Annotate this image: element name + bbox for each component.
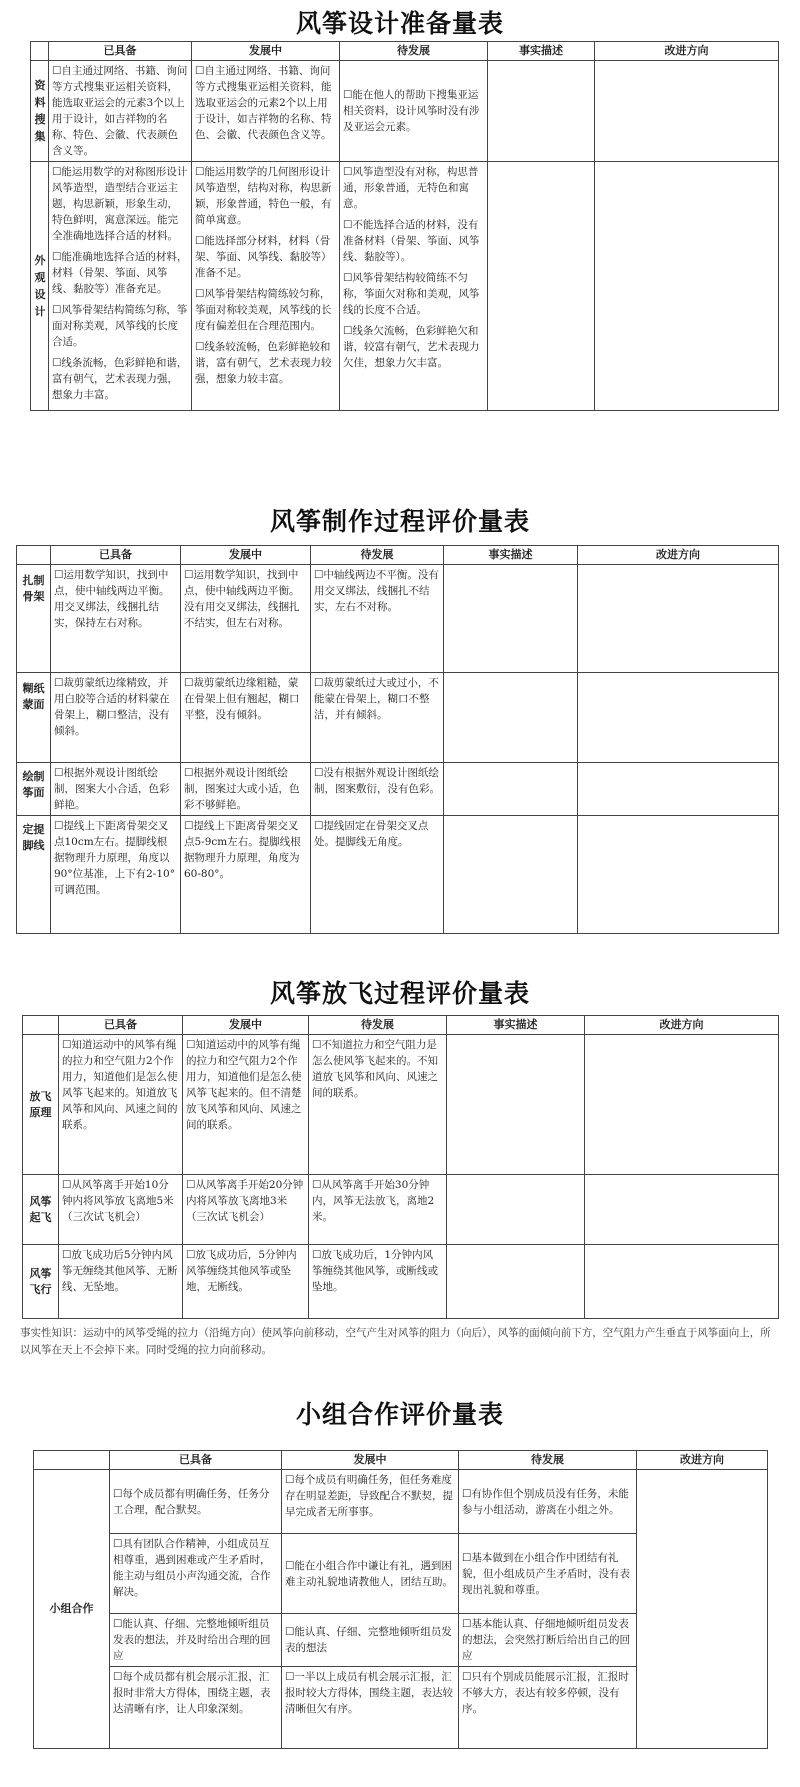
table-header-row	[31, 42, 779, 61]
row-label: 定提脚线	[17, 816, 51, 934]
cell-developing: ☐自主通过网络、书籍、询问等方式搜集亚运相关资料，能选取亚运会的元素2个以上用于设计，如吉祥物的名称、特色、会徽、代表颜色含义等。	[192, 61, 340, 162]
cell-fact[interactable]	[447, 1035, 585, 1175]
kite-flying-eval-table	[22, 1015, 779, 1319]
header-developing: 发展中	[282, 1451, 459, 1470]
header-improve: 改进方向	[585, 1016, 779, 1035]
cell-developing: ☐能在小组合作中谦让有礼，遇到困难主动礼貌地请教他人，团结互助。	[282, 1534, 459, 1614]
row-label: 资料搜集	[34, 79, 46, 143]
cell-improve[interactable]	[578, 673, 779, 763]
cell-developing: ☐能认真、仔细、完整地倾听组员发表的想法	[282, 1614, 459, 1667]
cell-improve[interactable]	[585, 1175, 779, 1245]
table3-title: 风筝放飞过程评价量表	[269, 979, 530, 1008]
table2-section	[16, 545, 779, 934]
table4-title: 小组合作评价量表	[295, 1400, 504, 1429]
criterion: ☐能运用数学的几何图形设计风筝造型，结构对称，构思新颖，形象普通，特色一般，有简单寓意。	[195, 166, 332, 226]
header-developing: 发展中	[181, 546, 311, 565]
criterion: ☐风筝造型没有对称，构思普通，形象普通，无特色和寓意。	[343, 166, 479, 210]
cell-developing	[192, 162, 340, 411]
criterion: ☐能选择部分材料，材料（骨架、筝面、风筝线、黏胶等）准备不足。	[195, 235, 332, 279]
cell-ready: ☐自主通过网络、书籍、询问等方式搜集亚运相关资料，能选取亚运会的元素3个以上用于设计，如吉祥物的名称、特色、会徽、代表颜色含义等。	[49, 61, 192, 162]
row-label: 糊纸蒙面	[17, 673, 51, 763]
row-label: 风筝起飞	[23, 1175, 59, 1245]
header-fact: 事实描述	[444, 546, 578, 565]
cell-ready	[49, 162, 192, 411]
table1-title: 风筝设计准备量表	[295, 9, 504, 38]
cell-developing: ☐提线上下距离骨架交叉点5-9cm左右。提脚线根据物理升力原理，角度为60-80°。	[181, 816, 311, 934]
header-fact: 事实描述	[447, 1016, 585, 1035]
cell-to-develop: ☐基本能认真、仔细地倾听组员发表的想法，会突然打断后给出自己的回应	[459, 1614, 637, 1667]
cell-fact[interactable]	[444, 565, 578, 673]
header-empty	[34, 1451, 110, 1470]
header-empty	[17, 546, 51, 565]
cell-developing: ☐裁剪蒙纸边缘粗糙，蒙在骨架上但有翘起，糊口平整，没有倾斜。	[181, 673, 311, 763]
row-label: 小组合作	[34, 1470, 110, 1749]
cell-ready: ☐运用数学知识，找到中点，使中轴线两边平衡。用交叉绑法，线捆扎结实，保持左右对称。	[51, 565, 181, 673]
cell-ready: ☐具有团队合作精神，小组成员互相尊重，遇到困难或产生矛盾时，能主动与组员小声沟通交流，合作解决。	[110, 1534, 282, 1614]
header-empty	[23, 1016, 59, 1035]
table-row	[17, 673, 779, 763]
header-to-develop: 待发展	[340, 42, 488, 61]
cell-ready: ☐根据外观设计图纸绘制，图案大小合适，色彩鲜艳。	[51, 763, 181, 816]
row-label: 放飞原理	[23, 1035, 59, 1175]
table-row	[17, 816, 779, 934]
table-row	[17, 763, 779, 816]
cell-improve[interactable]	[595, 162, 779, 411]
cell-to-develop: ☐裁剪蒙纸过大或过小，不能蒙在骨架上，糊口不整洁，并有倾斜。	[311, 673, 444, 763]
table-header-row	[23, 1016, 779, 1035]
kite-design-prep-table	[30, 41, 779, 411]
cell-fact[interactable]	[444, 673, 578, 763]
cell-developing: ☐根据外观设计图纸绘制，图案过大或小适，色彩不够鲜艳。	[181, 763, 311, 816]
row-label: 外观设计	[34, 254, 46, 318]
criterion: ☐能运用数学的对称图形设计风筝造型，造型结合亚运主题，构思新颖，形象生动，特色鲜明，寓意深远。能完全准确地选择合适的材料。	[52, 166, 188, 242]
cell-fact[interactable]	[444, 763, 578, 816]
cell-to-develop: ☐中轴线两边不平衡。没有用交叉绑法，线捆扎不结实，左右不对称。	[311, 565, 444, 673]
criterion: ☐线条欠流畅，色彩鲜艳欠和谐，较富有朝气，艺术表现力欠佳，想象力欠丰富。	[343, 325, 480, 369]
header-improve: 改进方向	[578, 546, 779, 565]
cell-fact[interactable]	[447, 1245, 585, 1319]
cell-ready: ☐知道运动中的风筝有绳的拉力和空气阻力2个作用力，知道他们是怎么使风筝飞起来的。知道放飞风筝和风向、风速之间的联系。	[59, 1035, 183, 1175]
cell-ready: ☐每个成员都有明确任务，任务分工合理，配合默契。	[110, 1470, 282, 1534]
criterion: ☐风筝骨架结构简练匀称，筝面对称美观，风筝线的长度合适。	[52, 304, 188, 348]
cell-improve[interactable]	[578, 816, 779, 934]
cell-to-develop: ☐基本做到在小组合作中团结有礼貌，但小组成员产生矛盾时，没有表现出礼貌和尊重。	[459, 1534, 637, 1614]
cell-improve[interactable]	[595, 61, 779, 162]
cell-to-develop: ☐不知道拉力和空气阻力是怎么使风筝飞起来的。不知道放飞风筝和风向、风速之间的联系。	[309, 1035, 447, 1175]
header-to-develop: 待发展	[459, 1451, 637, 1470]
criterion: ☐风筝骨架结构简练较匀称，筝面对称较美观，风筝线的长度有偏差但在合理范围内。	[195, 288, 332, 332]
table-row	[31, 162, 779, 411]
cell-to-develop: ☐没有根据外观设计图纸绘制，图案敷衍，没有色彩。	[311, 763, 444, 816]
cell-ready: ☐放飞成功后5分钟内风筝无缠绕其他风筝、无断线、无坠地。	[59, 1245, 183, 1319]
cell-to-develop: ☐有协作但个别成员没有任务，未能参与小组活动，游离在小组之外。	[459, 1470, 637, 1534]
header-to-develop: 待发展	[311, 546, 444, 565]
table-row	[17, 565, 779, 673]
cell-developing: ☐知道运动中的风筝有绳的拉力和空气阻力2个作用力，知道他们是怎么使风筝飞起来的。但不清楚放飞风筝和风向、风速之间的联系。	[183, 1035, 309, 1175]
table3-section	[22, 1015, 779, 1319]
cell-improve[interactable]	[578, 763, 779, 816]
criterion: ☐能准确地选择合适的材料，材料（骨架、筝面、风筝线、黏胶等）准备充足。	[52, 251, 188, 295]
header-ready: 已具备	[51, 546, 181, 565]
cell-fact[interactable]	[488, 61, 595, 162]
header-developing: 发展中	[192, 42, 340, 61]
cell-fact[interactable]	[488, 162, 595, 411]
cell-fact[interactable]	[444, 816, 578, 934]
criterion: ☐不能选择合适的材料，没有准备材料（骨架、筝面、风筝线、黏胶等）。	[343, 219, 480, 263]
cell-ready: ☐每个成员都有机会展示汇报，汇报时非常大方得体，围绕主题，表达清晰有序，让人印象深刻。	[110, 1667, 282, 1749]
table1-section	[30, 41, 779, 411]
row-label: 风筝飞行	[23, 1245, 59, 1319]
cell-ready: ☐能认真、仔细、完整地倾听组员发表的想法，并及时给出合理的回应	[110, 1614, 282, 1667]
table-row	[23, 1245, 779, 1319]
cell-ready: ☐裁剪蒙纸边缘精致，并用白胶等合适的材料蒙在骨架上，糊口整洁，没有倾斜。	[51, 673, 181, 763]
table-row	[23, 1035, 779, 1175]
cell-improve[interactable]	[578, 565, 779, 673]
cell-to-develop: ☐放飞成功后，1分钟内风筝缠绕其他风筝，或断线或坠地。	[309, 1245, 447, 1319]
cell-to-develop: ☐能在他人的帮助下搜集亚运相关资料，设计风筝时没有涉及亚运会元素。	[340, 61, 488, 162]
table-row	[23, 1175, 779, 1245]
fact-note: 事实性知识：运动中的风筝受绳的拉力（沿绳方向）使风筝向前移动，空气产生对风筝的阻力（向后），风筝的面倾向前下方，空气阻力产生垂直于风筝面向上，所以风筝在天上不会掉下来。同时受绳的拉力向前移动。	[20, 1327, 771, 1356]
group-cooperation-table	[33, 1450, 768, 1749]
header-fact: 事实描述	[488, 42, 595, 61]
header-ready: 已具备	[59, 1016, 183, 1035]
table-row	[34, 1470, 768, 1534]
row-label: 绘制筝面	[17, 763, 51, 816]
cell-to-develop	[340, 162, 488, 411]
criterion: ☐风筝骨架结构较简练不匀称，筝面欠对称和美观，风筝线的长度不合适。	[343, 272, 480, 316]
cell-ready: ☐从风筝离手开始10分钟内将风筝放飞离地5米（三次试飞机会）	[59, 1175, 183, 1245]
table2-title: 风筝制作过程评价量表	[269, 507, 530, 536]
cell-improve[interactable]	[585, 1035, 779, 1175]
row-label: 扎制骨架	[17, 565, 51, 673]
cell-developing: ☐放飞成功后，5分钟内风筝缠绕其他风筝或坠地，无断线。	[183, 1245, 309, 1319]
table-row	[31, 61, 779, 162]
cell-developing: ☐从风筝离手开始20分钟内将风筝放飞离地3米（三次试飞机会）	[183, 1175, 309, 1245]
cell-fact[interactable]	[447, 1175, 585, 1245]
cell-to-develop: ☐只有个别成员能展示汇报，汇报时不够大方，表达有较多停顿，没有序。	[459, 1667, 637, 1749]
header-ready: 已具备	[49, 42, 192, 61]
table-header-row	[34, 1451, 768, 1470]
cell-to-develop: ☐从风筝离手开始30分钟内，风筝无法放飞，离地2米。	[309, 1175, 447, 1245]
cell-developing: ☐一半以上成员有机会展示汇报，汇报时较大方得体，围绕主题，表达较清晰但欠有序。	[282, 1667, 459, 1749]
cell-developing: ☐每个成员有明确任务，但任务难度存在明显差距，导致配合不默契，提早完成者无所事事。	[282, 1470, 459, 1534]
header-improve: 改进方向	[637, 1451, 768, 1470]
header-to-develop: 待发展	[309, 1016, 447, 1035]
table4-section	[33, 1450, 768, 1749]
cell-improve[interactable]	[637, 1470, 768, 1749]
header-empty	[31, 42, 49, 61]
header-ready: 已具备	[110, 1451, 282, 1470]
cell-developing: ☐运用数学知识，找到中点，使中轴线两边平衡。没有用交叉绑法，线捆扎不结实，但左右对称。	[181, 565, 311, 673]
header-developing: 发展中	[183, 1016, 309, 1035]
header-improve: 改进方向	[595, 42, 779, 61]
criterion: ☐线条较流畅，色彩鲜艳较和谐，富有朝气，艺术表现力较强，想象力较丰富。	[195, 341, 332, 385]
criterion: ☐线条流畅，色彩鲜艳和谐，富有朝气，艺术表现力强，想象力丰富。	[52, 357, 188, 401]
cell-ready: ☐提线上下距离骨架交叉点10cm左右。提脚线根据物理升力原理，角度以90°位基准，上下有2-10°可调范围。	[51, 816, 181, 934]
cell-to-develop: ☐提线固定在骨架交叉点处。提脚线无角度。	[311, 816, 444, 934]
cell-improve[interactable]	[585, 1245, 779, 1319]
kite-making-eval-table	[16, 545, 779, 934]
table-header-row	[17, 546, 779, 565]
